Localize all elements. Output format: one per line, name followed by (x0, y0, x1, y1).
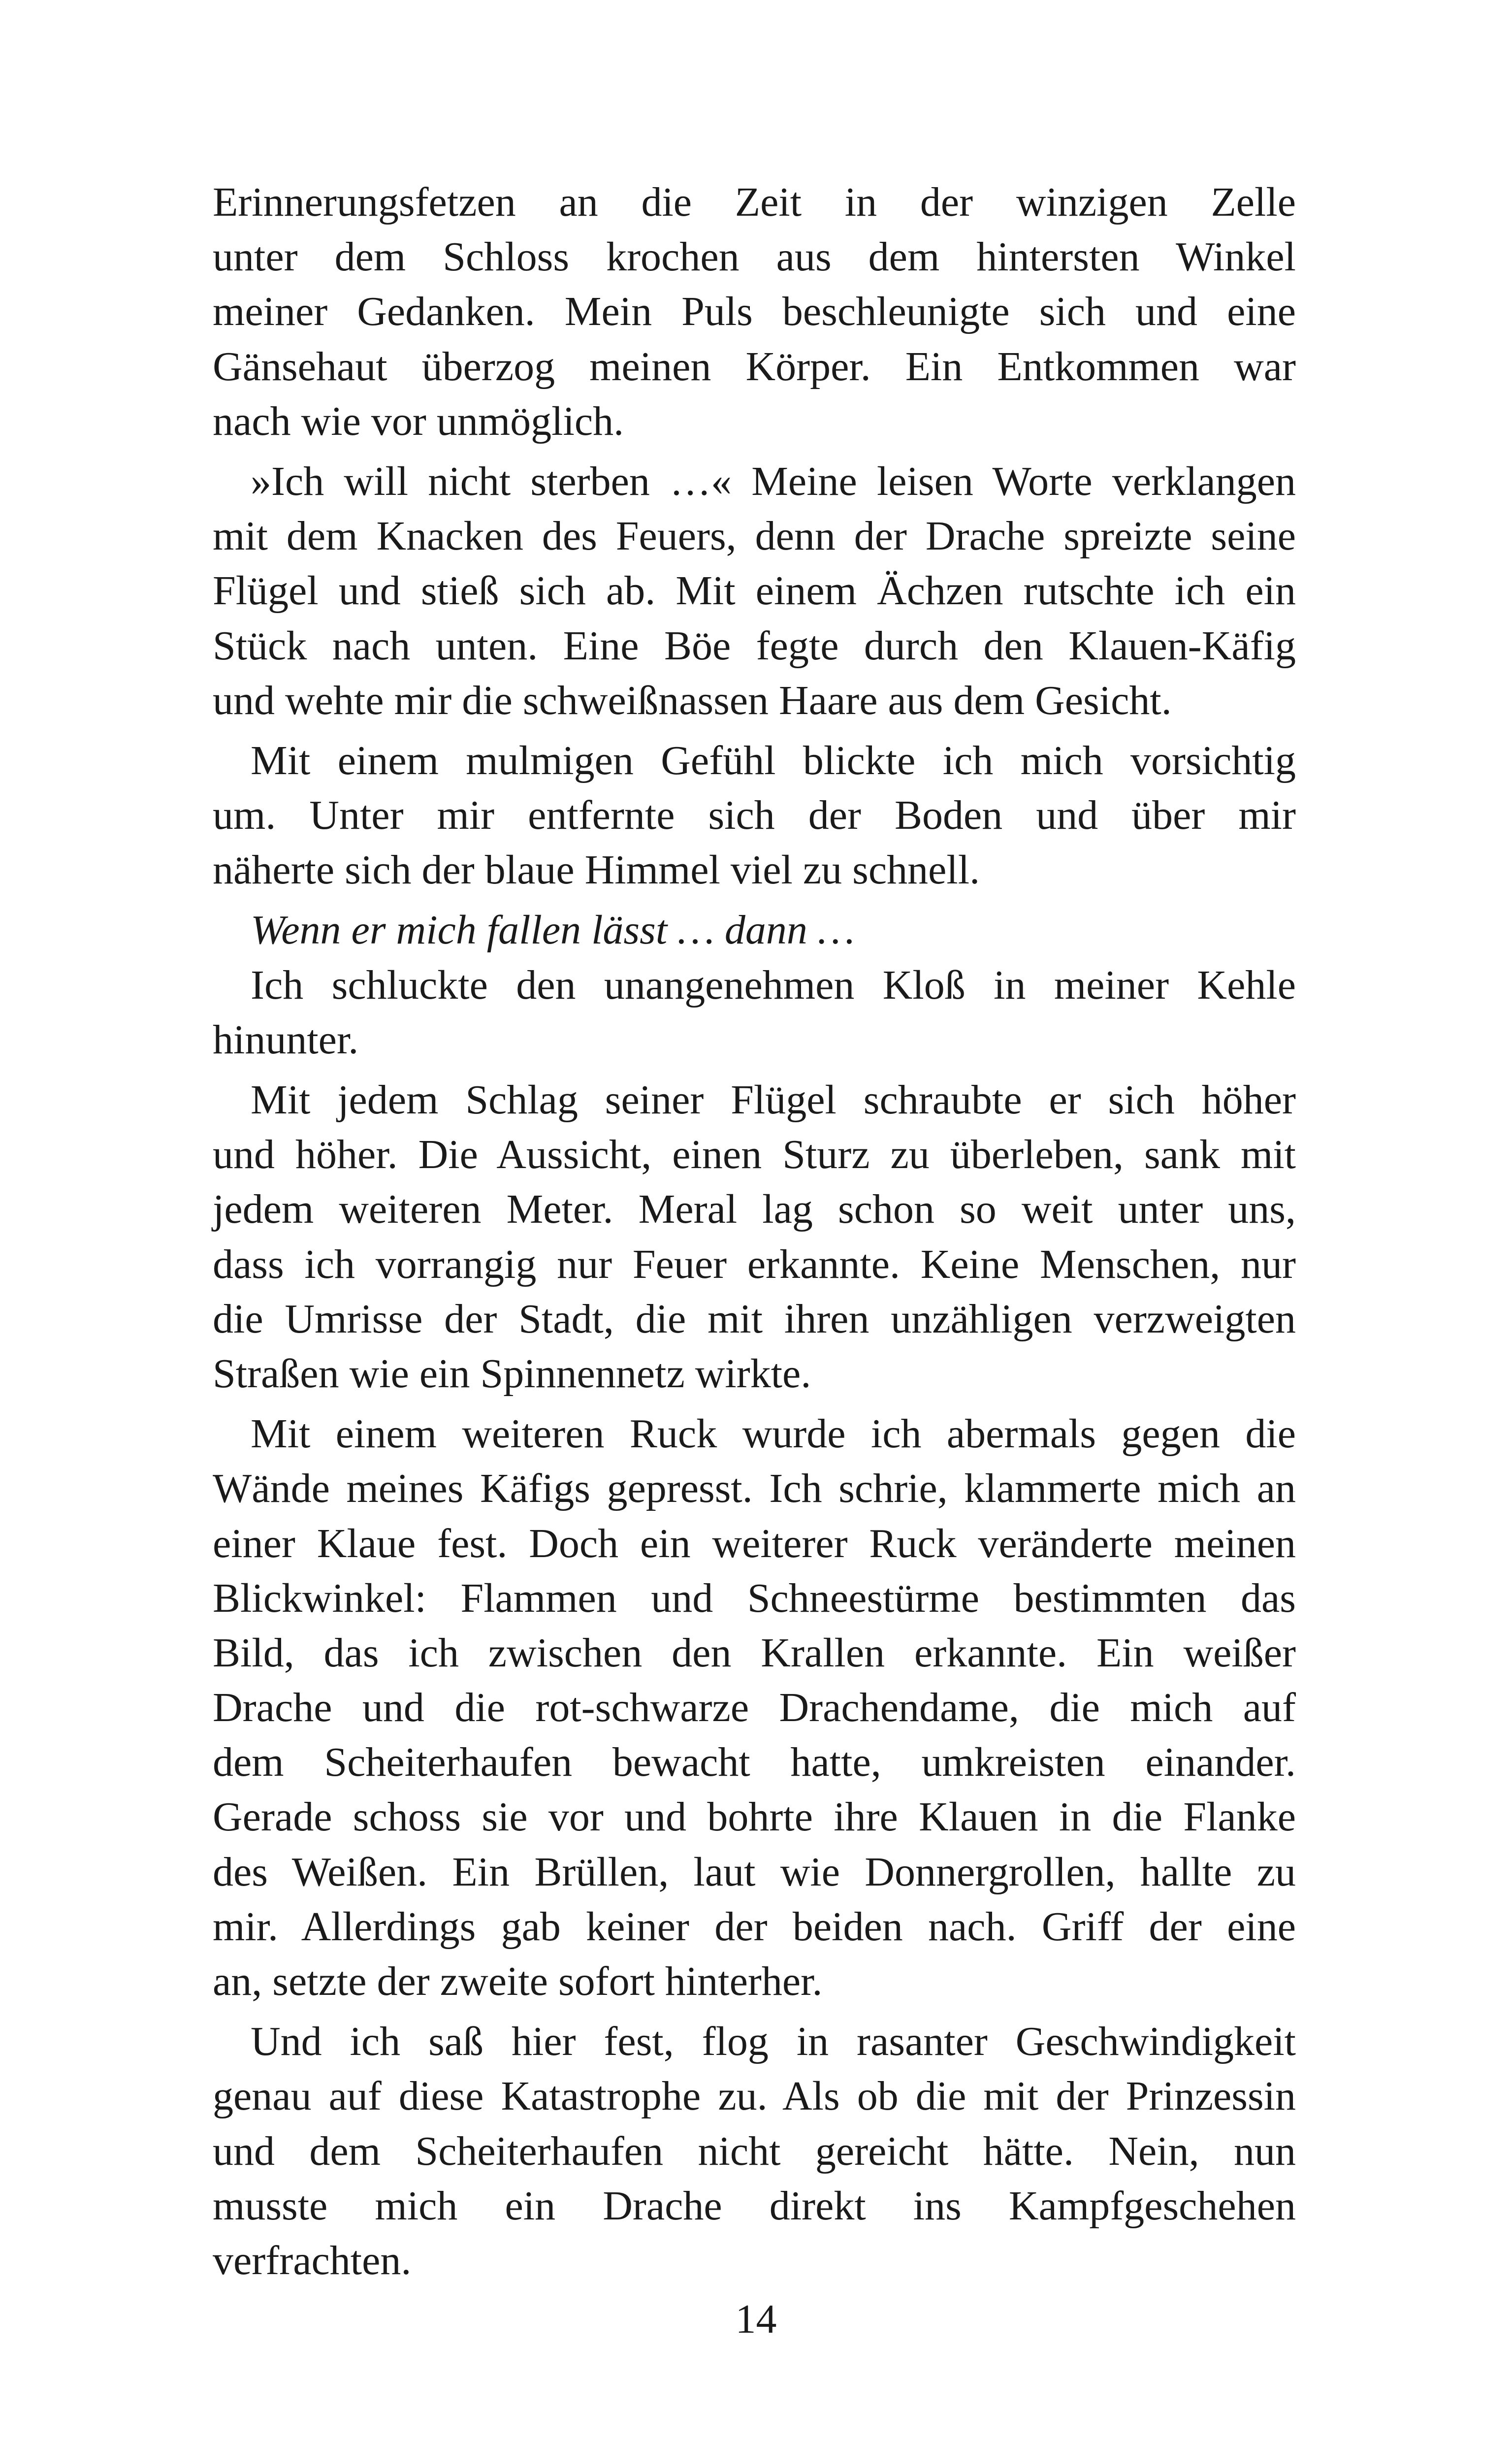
text-line: Drache und die rot-schwarze Drachendame, die mich auf (213, 1685, 1296, 1731)
text-line: Stück nach unten. Eine Böe fegte durch den Klauen-Käfig (213, 622, 1296, 669)
text-line: verfrachten. (213, 2237, 412, 2283)
page-number: 14 (735, 2296, 777, 2342)
text-line: um. Unter mir entfernte sich der Boden und über mir (213, 792, 1296, 839)
text-line: Wände meines Käfigs gepresst. Ich schrie, klammerte mich an (213, 1466, 1296, 1512)
text-line: Ich schluckte den unangenehmen Kloß in meiner Kehle (251, 962, 1296, 1008)
paragraph-italic (213, 903, 1296, 957)
paragraph (213, 454, 1296, 728)
text-line: Mit jedem Schlag seiner Flügel schraubte er sich höher (251, 1077, 1296, 1123)
paragraph (213, 175, 1296, 449)
text-line: und wehte mir die schweißnassen Haare aus dem Gesicht. (213, 677, 1172, 723)
text-line: Wenn er mich fallen lässt … dann … (251, 907, 855, 953)
text-line: einer Klaue fest. Doch ein weiterer Ruck veränderte meinen (213, 1520, 1296, 1566)
text-line: des Weißen. Ein Brüllen, laut wie Donnergrollen, hallte zu (213, 1849, 1296, 1895)
text-line: unter dem Schloss krochen aus dem hintersten Winkel (213, 234, 1296, 280)
text-line: Blickwinkel: Flammen und Schneestürme bestimmten das (213, 1575, 1296, 1621)
paragraph (213, 733, 1296, 898)
text-line: mit dem Knacken des Feuers, denn der Drache spreizte seine (213, 513, 1296, 559)
text-line: »Ich will nicht sterben …« Meine leisen Worte verklangen (251, 458, 1296, 504)
text-line: Straßen wie ein Spinnennetz wirkte. (213, 1350, 811, 1397)
text-line: Mit einem weiteren Ruck wurde ich abermals gegen die (251, 1411, 1296, 1457)
text-line: und dem Scheiterhaufen nicht gereicht hätte. Nein, nun (213, 2128, 1296, 2174)
text-line: Und ich saß hier fest, flog in rasanter Geschwindigkeit (251, 2019, 1296, 2065)
text-line: nach wie vor unmöglich. (213, 398, 624, 444)
text-line: und höher. Die Aussicht, einen Sturz zu überleben, sank mit (213, 1132, 1296, 1178)
text-line: dem Scheiterhaufen bewacht hatte, umkreisten einander. (213, 1739, 1296, 1786)
paragraph (213, 2014, 1296, 2288)
text-line: Gänsehaut überzog meinen Körper. Ein Entkommen war (213, 343, 1296, 390)
text-line: dass ich vorrangig nur Feuer erkannte. Keine Menschen, nur (213, 1241, 1296, 1287)
text-line: hinunter. (213, 1016, 359, 1063)
text-line: meiner Gedanken. Mein Puls beschleunigte sich und eine (213, 289, 1296, 335)
text-line: Mit einem mulmigen Gefühl blickte ich mich vorsichtig (251, 737, 1296, 783)
text-line: jedem weiteren Meter. Meral lag schon so weit unter uns, (213, 1186, 1296, 1233)
paragraph (213, 958, 1296, 1067)
text-line: näherte sich der blaue Himmel viel zu schnell. (213, 847, 980, 893)
text-line: Bild, das ich zwischen den Krallen erkannte. Ein weißer (213, 1629, 1296, 1676)
text-line: Gerade schoss sie vor und bohrte ihre Klauen in die Flanke (213, 1794, 1296, 1840)
text-line: genau auf diese Katastrophe zu. Als ob die mit der Prinzessin (213, 2073, 1296, 2119)
text-line: mir. Allerdings gab keiner der beiden nach. Griff der eine (213, 1903, 1296, 1950)
paragraph (213, 1073, 1296, 1401)
text-line: an, setzte der zweite sofort hinterher. (213, 1958, 823, 2004)
body-text (213, 175, 1296, 2288)
paragraph (213, 1406, 1296, 2009)
text-line: Flügel und stieß sich ab. Mit einem Ächzen rutschte ich ein (213, 568, 1296, 614)
text-line: musste mich ein Drache direkt ins Kampfgeschehen (213, 2182, 1296, 2229)
text-line: Erinnerungsfetzen an die Zeit in der winzigen Zelle (213, 179, 1296, 225)
text-line: die Umrisse der Stadt, die mit ihren unzähligen verzweigten (213, 1296, 1296, 1342)
